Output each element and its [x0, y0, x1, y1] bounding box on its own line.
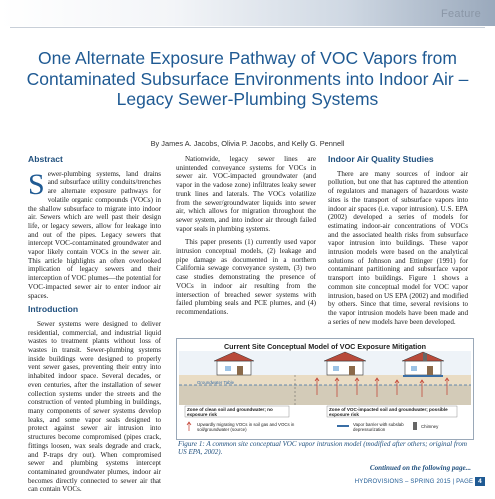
introduction-heading: Introduction — [28, 304, 79, 315]
vapor-barrier — [403, 375, 443, 377]
figure-label-clean-zone: Zone of clean soil and groundwater; no exposure risk — [187, 407, 273, 418]
figure-label-impacted-zone: Zone of VOC-impacted soil and groundwater; possible exposure risk — [329, 407, 448, 418]
legend-vapor-barrier: Vapor barrier with subslab depressurization — [353, 422, 404, 432]
legend-vocs: Upwardly migrating VOCs in soil gas and VOCs in soil/groundwater (source) — [197, 422, 295, 432]
continued-link[interactable]: Continued on the following page... — [369, 464, 471, 472]
figure-title: Current Site Conceptual Model of VOC Exposure Mitigation — [223, 342, 427, 351]
column-2 — [176, 155, 316, 322]
column-3 — [328, 155, 468, 331]
page-footer — [355, 477, 485, 486]
byline: By James A. Jacobs, Olivia P. Jacobs, and Kelly G. Pennell — [150, 139, 345, 148]
abstract-heading: Abstract — [28, 154, 63, 164]
article-title: One Alternate Exposure Pathway of VOC Vapors from Contaminated Subsurface Environments into Indoor Air – Legacy Sewer-Plumbing Systems — [26, 48, 469, 109]
column-1 — [28, 155, 161, 499]
abstract-paragraph — [28, 167, 161, 301]
section-label: Feature — [440, 8, 481, 20]
publication-name: HYDROVISIONS – SPRING 2015 | PAGE — [354, 479, 474, 485]
drop-cap: S — [28, 167, 45, 201]
legend-chimney: Chimney — [421, 424, 439, 429]
indoor-air-paragraph: There are many sources of indoor air pollution, but one that has captured the attention of regulators and managers of hazardous waste sites is the transport of subsurface vapors into indoor air spaces (i.e. vapor intrusion). U.S. EPA (2002) developed a series of models for estimating indoor-air concentrations of VOCs and the associated health risks from subsurface vapor intrusion into buildings. These vapor intrusion models were based on the analytical solutions of Johnson and Ettinger (1991) for contaminant partitioning and subsurface vapor transport into buildings. Figure 1 shows a common site conceptual model for VOC vapor intrusion, based on US EPA (2002) and modified by others. Since that time, several revisions to the vapor intrusion models have been made and a series of new models have been developed. — [328, 169, 468, 326]
figure-label-groundwater: Groundwater Table — [197, 380, 235, 385]
groundwater-zone — [179, 385, 471, 405]
body-paragraph-1: Nationwide, legacy sewer lines are unintended conveyance systems for VOCs in sewer air. VOC-impacted groundwater (and vapor in the vadose zone) infiltrates leaky sewer trunk lines and laterals. The VOCs volatilize from the sewer/groundwater liquids into sewer air, which allows for migration throughout the sewer system, and into indoor air through failed vapor seals in plumbing systems. — [176, 155, 316, 233]
header-rule — [10, 27, 485, 28]
figure-1 — [176, 338, 474, 440]
header-band — [0, 0, 495, 26]
abstract-text: ewer-plumbing systems, land drains and subsurface utility conduits/trenches are alternate exposure pathways for volatile organic compounds (VOCs) in the shallow subsurface to migrate into indoor air. Sewers which are well past their design life, or legacy sewers, allow for leakage into and out of the pipes. Legacy sewers that intercept VOC-contaminated groundwater and vapor likely contain VOCs in the sewer air. This article highlights an often overlooked implication of legacy sewers and their interception of VOC plumes—the potential for VOC-impacted sewer air to enter indoor air spaces. — [28, 169, 161, 300]
indoor-air-heading: Indoor Air Quality Studies — [328, 154, 434, 164]
page-number: 4 — [475, 477, 485, 486]
introduction-paragraph: Sewer systems were designed to deliver residential, commercial, and industrial liquid wastes to treatment plants without loss of wastes in transit. Sewer-plumbing systems inside buildings were designed to properly vent sewer gases, preventing their entry into inhabited indoor space. Several decades, or even centuries, after the installation of sewer collection systems under the streets and the construction of vented plumbing in buildings, many components of sewer systems develop leaks, and some vapor seals designed to protect against sewer air intrusion into structures become compromised (pipes crack, fittings loosen, wax seals degrade and crack, and P-traps dry out). When compromised sewer and plumbing systems intercept contaminated groundwater plumes, indoor air becomes directly connected to sewer air that can contain VOCs. — [28, 319, 161, 494]
figure-caption: Figure 1: A common site conceptual VOC vapor intrusion model (modified after others; original from US EPA, 2002). — [178, 440, 468, 457]
chimney — [423, 353, 427, 361]
body-paragraph-2: This paper presents (1) currently used vapor intrusion conceptual models, (2) leakage and pipe damage as documented in a northern California sewage conveyance system, (3) two case studies demonstrating the presence of VOCs in indoor air resulting from the intersection of breached sewer systems with failed plumbing seals and PCE plumes, and (4) recommendations. — [176, 238, 316, 316]
